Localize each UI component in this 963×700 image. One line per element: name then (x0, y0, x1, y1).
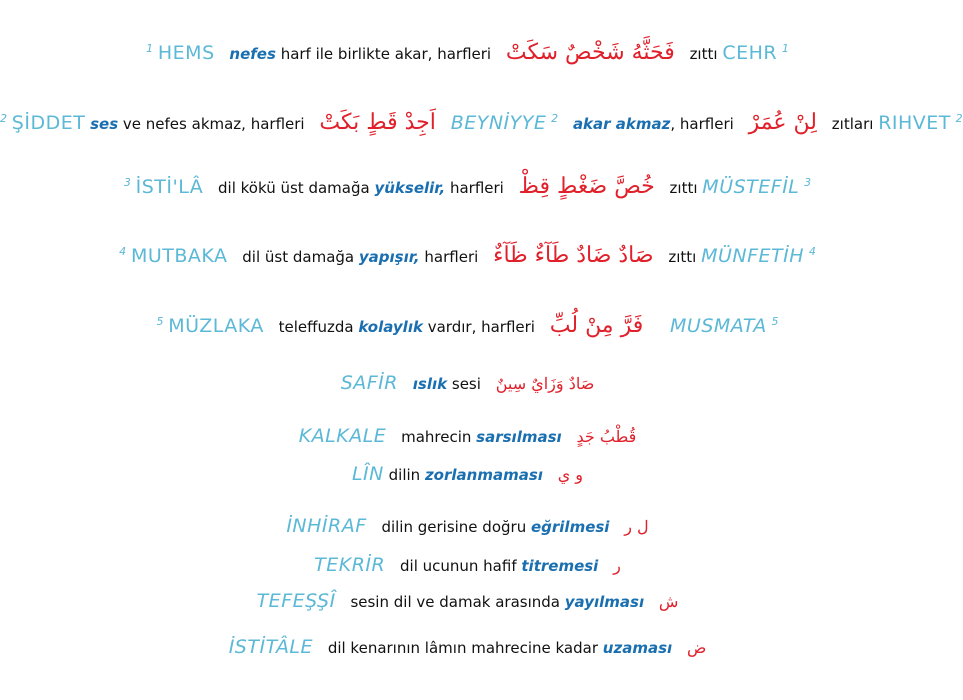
arabic-letters: صَادٌ ضَادٌ طَآءٌ ظَآءٌ (493, 243, 654, 268)
arabic-letters: ر (613, 556, 621, 575)
arabic-letters: فَرَّ مِنْ لُبِّ (549, 313, 644, 338)
keyword-nefes: nefes (229, 45, 276, 63)
term-kalkale: KALKALE (298, 425, 387, 447)
row-number: 1 (781, 42, 789, 55)
row-number: 4 (119, 245, 127, 258)
item-tefessi (0, 590, 935, 612)
item-tekrir (0, 554, 935, 576)
arabic-letters: اَجِدْ قَطٍ بَكَتْ (319, 110, 436, 135)
term-istila: İSTİ'LÂ (135, 176, 204, 198)
keyword: zorlanmaması (424, 466, 543, 484)
row-mutbaka (0, 243, 935, 268)
keyword-yukselir: yükselir, (374, 179, 446, 197)
arabic-letters: ض (686, 638, 707, 657)
arabic-letters: فَحَثَّهُ شَخْصٌ سَكَتْ (505, 40, 675, 65)
row-number: 4 (808, 245, 816, 258)
keyword: ıslık (412, 375, 448, 393)
term-hems: HEMS (157, 42, 215, 64)
row-muzlaka (0, 313, 935, 338)
term-beyniyye: BEYNİYYE (450, 112, 547, 134)
description: harfleri (449, 179, 504, 197)
opposite-label: zıtları (831, 115, 874, 133)
description: dilin gerisine doğru (381, 518, 527, 536)
arabic-letters: قُطْبُ جَدٍ (576, 427, 637, 446)
description: vardır, harfleri (427, 318, 535, 336)
arabic-letters: صَادٌ وَزَايٌ سِينٌ (495, 374, 595, 393)
term-munfetih: MÜNFETİH (701, 245, 805, 267)
row-hems (0, 40, 935, 65)
opposite-label: zıttı (668, 248, 697, 266)
term-musmata: MUSMATA (670, 315, 767, 337)
row-number: 2 (955, 112, 963, 125)
keyword: eğrilmesi (530, 518, 610, 536)
term-siddet: ŞİDDET (11, 112, 86, 134)
description: ve nefes akmaz, harfleri (122, 115, 305, 133)
description: dilin (388, 466, 421, 484)
keyword: titremesi (521, 557, 599, 575)
description: dil kökü üst damağa (218, 179, 370, 197)
arabic-letters: خُصَّ ضَغْطٍ قِظْ (518, 174, 655, 199)
term-inhiraf: İNHİRAF (286, 515, 367, 537)
row-number: 1 (146, 42, 154, 55)
row-number: 3 (804, 176, 812, 189)
keyword-ses: ses (90, 115, 119, 133)
keyword: yayılması (564, 593, 645, 611)
opposite-label: zıttı (669, 179, 698, 197)
term-mutbaka: MUTBAKA (130, 245, 228, 267)
term-safir: SAFİR (340, 372, 398, 394)
description: harfleri (424, 248, 479, 266)
term-tekrir: TEKRİR (314, 554, 386, 576)
description: dil ucunun hafif (400, 557, 517, 575)
description: mahrecin (401, 428, 472, 446)
term-istitale: İSTİTÂLE (228, 636, 314, 658)
keyword: uzaması (602, 639, 673, 657)
row-number: 5 (771, 315, 779, 328)
description: teleffuzda (278, 318, 354, 336)
term-tefessi: TEFEŞŞÎ (256, 590, 336, 612)
arabic-letters: ش (658, 592, 679, 611)
keyword-kolaylik: kolaylık (358, 318, 423, 336)
row-number: 2 (0, 112, 7, 125)
arabic-letters: و ي (557, 465, 584, 484)
keyword-akar-akmaz: akar akmaz (572, 115, 671, 133)
item-kalkale (0, 425, 935, 447)
description: harf ile birlikte akar, harfleri (280, 45, 492, 63)
row-siddet (0, 110, 963, 135)
row-istila (0, 174, 935, 199)
description: sesin dil ve damak arasında (350, 593, 560, 611)
description: sesi (451, 375, 481, 393)
item-lin (0, 463, 935, 485)
row-number: 3 (123, 176, 131, 189)
item-istitale (0, 636, 935, 658)
term-muzlaka: MÜZLAKA (168, 315, 264, 337)
keyword-yapisir: yapışır, (358, 248, 420, 266)
arabic-letters: ل ر (624, 517, 649, 536)
description: dil kenarının lâmın mahrecine kadar (327, 639, 599, 657)
row-number: 2 (551, 112, 559, 125)
description: dil üst damağa (242, 248, 355, 266)
term-mustefil: MÜSTEFİL (702, 176, 800, 198)
term-rihvet: RIHVET (878, 112, 951, 134)
description: , harfleri (670, 115, 734, 133)
item-safir (0, 372, 935, 394)
row-number: 5 (156, 315, 164, 328)
opposite-label: zıttı (689, 45, 718, 63)
term-cehr: CEHR (722, 42, 778, 64)
arabic-letters: لِنْ عُمَرْ (748, 110, 817, 135)
keyword: sarsılması (476, 428, 562, 446)
item-inhiraf (0, 515, 935, 537)
term-lin: LÎN (351, 463, 384, 485)
